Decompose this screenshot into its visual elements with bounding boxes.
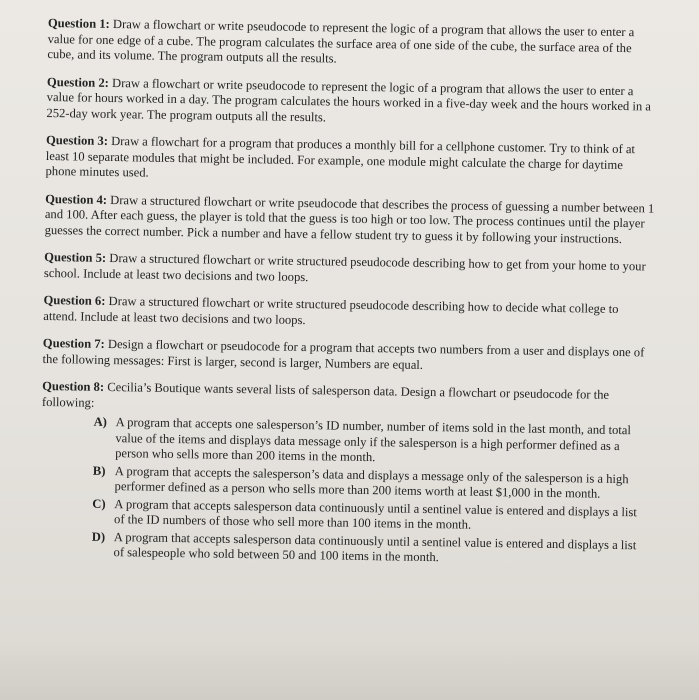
question-label: Question 8:	[42, 378, 105, 394]
page-shadow	[0, 640, 699, 700]
item-text: A program that accepts salesperson data continuously until a sentinel value is entered and displays a list of salespeople who sold between 50 and 100 items in the month.	[113, 529, 637, 565]
question-text: Design a flowchart or pseudocode for a program that accepts two numbers from a user and displays one of the following messages: First is larger, second is larger, Numbers are equal.	[42, 336, 645, 372]
item-text: A program that accepts salesperson data continuously until a sentinel value is entered and displays a list of the ID numbers of those who sell more than 100 items in the month.	[113, 496, 637, 532]
question-label: Question 7:	[42, 335, 105, 351]
question-text: Draw a structured flowchart or write structured pseudocode describing how to decide what college to attend. Include at least two decisions and two loops.	[43, 293, 619, 327]
question-7	[42, 336, 652, 377]
item-text: A program that accepts one salesperson’s ID number, number of items sold in the last month, and total value of the items and displays data message only if the salesperson is a high performer defined as a person who sells more than 200 items in the month.	[115, 415, 632, 465]
question-text: Draw a structured flowchart or write structured pseudocode describing how to get from your home to your school. Include at least two decisions and two loops.	[43, 250, 646, 284]
question-label: Question 2:	[46, 74, 110, 90]
question-label: Question 4:	[45, 191, 108, 207]
question-label: Question 1:	[47, 16, 110, 31]
question-label: Question 6:	[43, 292, 106, 308]
question-8-sublist	[91, 415, 651, 569]
question-text: Draw a flowchart or write pseudocode to represent the logic of a program that allows the user to enter a value for hours worked in a day. The program calculates the hours worked in a five-day week and the hours worked in a 252-day work year. The program outputs all the results.	[46, 75, 652, 124]
question-text: Draw a flowchart for a program that produces a monthly bill for a cellphone customer. Try to think of at least 10 separate modules that might be included. For example, one module might calculate the charge for daytime phone minutes used.	[45, 133, 636, 180]
item-letter: B)	[92, 463, 106, 478]
question-label: Question 3:	[45, 132, 109, 148]
assignment-text	[39, 16, 658, 581]
question-text: Cecilia’s Boutique wants several lists of salesperson data. Design a flowchart or pseudocode for the following:	[41, 379, 610, 410]
question-2	[46, 74, 657, 130]
question-1	[47, 16, 658, 72]
question-5	[44, 250, 654, 291]
question-text: Draw a structured flowchart or write pseudocode that describes the process of guessing a number between 1 and 100. After each guess, the player is told that the guess is too high or too low. The process continues until the player guesses the correct number. Pick a number and have a fellow student try to guess it by following your instructions.	[44, 192, 655, 246]
list-item	[93, 415, 652, 470]
item-letter: A)	[93, 414, 108, 429]
question-label: Question 5:	[44, 249, 107, 265]
question-3	[45, 133, 656, 189]
item-letter: D)	[91, 529, 106, 544]
item-letter: C)	[92, 496, 106, 511]
question-4	[45, 191, 656, 247]
question-8	[39, 379, 652, 569]
item-text: A program that accepts the salesperson’s data and displays a message only of the salesperson is a high performer defined as a person who sells more than 200 items worth at least $1,000 in the month.	[114, 463, 629, 501]
question-text: Draw a flowchart or write pseudocode to represent the logic of a program that allows the user to enter a value for one edge of a cube. The program calculates the surface area of one side of the cube, the surface area of the cube, and its volume. The program outputs all the results.	[47, 16, 635, 66]
question-6	[43, 293, 653, 334]
list-item	[91, 529, 649, 569]
